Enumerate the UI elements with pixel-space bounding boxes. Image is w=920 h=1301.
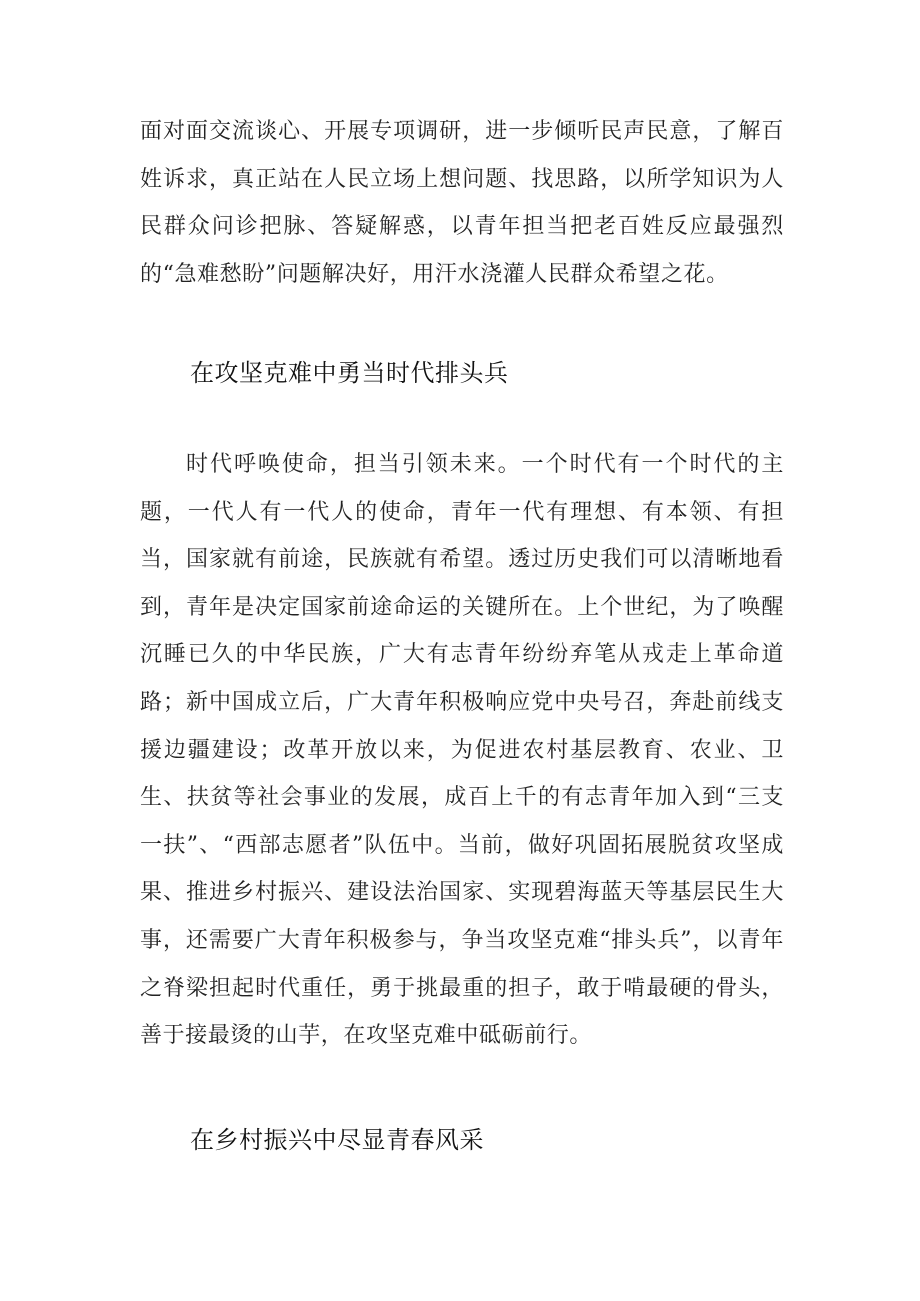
section-heading-rural-revitalization: 在乡村振兴中尽显青春风采	[190, 1126, 484, 1154]
section-heading-vanguard: 在攻坚克难中勇当时代排头兵	[190, 359, 509, 387]
body-paragraph-vanguard: 时代呼唤使命，担当引领未来。一个时代有一个时代的主题，一代人有一代人的使命，青年一代有理想、有本领、有担当，国家就有前途，民族就有希望。透过历史我们可以清晰地看到，青年是决定国家前途命运的关键所在。上个世纪，为了唤醒沉睡已久的中华民族，广大有志青年纷纷弃笔从戎走上革命道路；新中国成立后，广大青年积极响应党中央号召，奔赴前线支援边疆建设；改革开放以来，为促进农村基层教育、农业、卫生、扶贫等社会事业的发展，成百上千的有志青年加入到“三支一扶”、“西部志愿者”队伍中。当前，做好巩固拓展脱贫攻坚成果、推进乡村振兴、建设法治国家、实现碧海蓝天等基层民生大事，还需要广大青年积极参与，争当攻坚克难“排头兵”，以青年之脊梁担起时代重任，勇于挑最重的担子，敢于啃最硬的骨头，善于接最烫的山芋，在攻坚克难中砥砺前行。	[140, 452, 784, 1049]
body-paragraph-continued: 面对面交流谈心、开展专项调研，进一步倾听民声民意，了解百姓诉求，真正站在人民立场上想问题、找思路，以所学知识为人民群众问诊把脉、答疑解惑，以青年担当把老百姓反应最强烈的“急难愁盼”问题解决好，用汗水浇灌人民群众希望之花。	[140, 119, 784, 287]
